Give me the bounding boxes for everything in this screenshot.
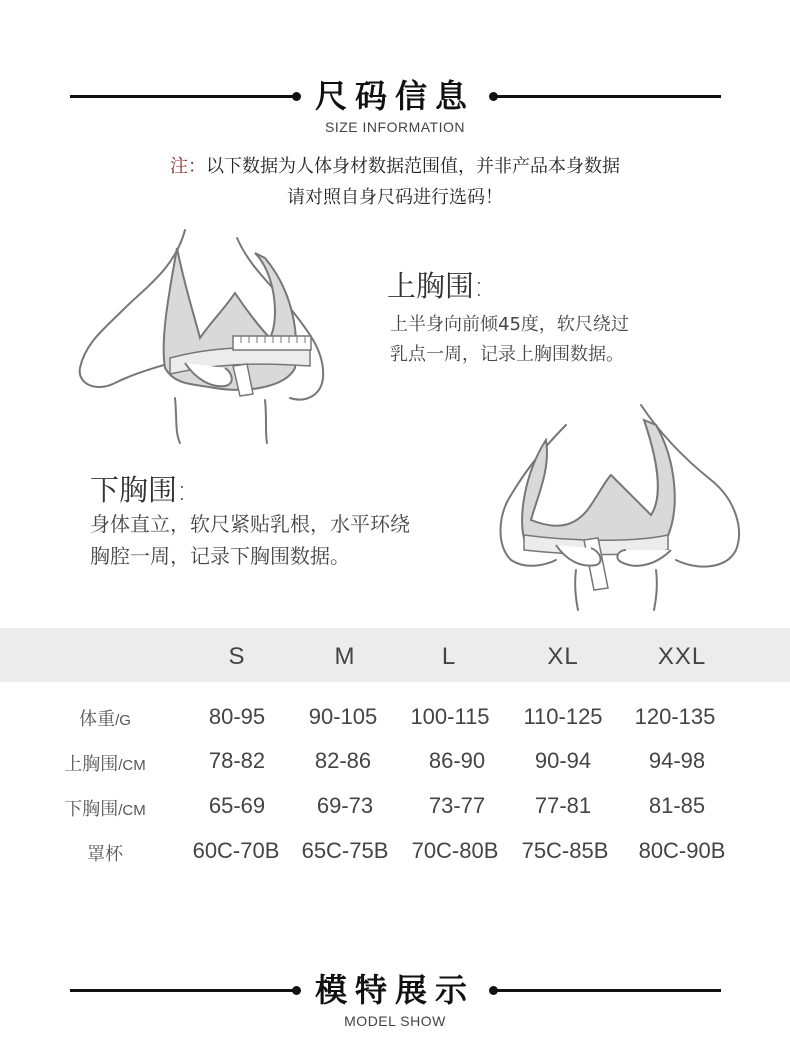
table-cell: 120-135 <box>634 704 716 729</box>
table-cell: 60C-70B <box>192 838 280 863</box>
table-cell: 86-90 <box>428 748 486 773</box>
upper-bust-illustration <box>75 228 335 446</box>
row-label-upper-bust-unit: /CM <box>118 757 146 774</box>
header-rule-right <box>495 95 721 98</box>
size-header-m: M <box>334 643 356 670</box>
size-info-subtitle: SIZE INFORMATION <box>325 119 465 135</box>
row-label-cup-text: 罩杯 <box>87 844 123 864</box>
row-label-weight <box>30 705 180 731</box>
under-bust-desc-1: 身体直立，软尺紧贴乳根，水平环绕 <box>90 512 410 536</box>
row-label-weight-text: 体重 <box>79 709 116 729</box>
model-show-title: 模特展示 <box>314 971 475 1009</box>
under-bust-desc-2: 胸腔一周，记录下胸围数据。 <box>90 544 350 568</box>
size-info-title: 尺码信息 <box>314 77 475 115</box>
row-label-weight-unit: /G <box>115 712 131 729</box>
under-bust-illustration <box>496 400 746 612</box>
table-cell: 81-85 <box>648 793 706 818</box>
table-cell: 75C-85B <box>521 838 609 863</box>
row-label-under-bust-text: 下胸围 <box>64 799 119 819</box>
size-header-xl: XL <box>547 643 579 670</box>
row-label-upper-bust-text: 上胸围 <box>64 754 119 774</box>
upper-bust-title: 上胸围: <box>387 269 484 303</box>
note-line-1 <box>0 151 790 182</box>
table-cell: 69-73 <box>316 793 374 818</box>
table-cell: 110-125 <box>523 704 603 729</box>
table-cell: 80-95 <box>208 704 266 729</box>
size-header-s: S <box>228 643 246 670</box>
upper-bust-desc-1: 上半身向前倾45度，软尺绕过 <box>390 314 629 335</box>
table-cell: 77-81 <box>534 793 592 818</box>
header-rule-right <box>495 989 721 992</box>
size-info-header <box>0 76 790 116</box>
under-bust-title: 下胸围: <box>90 473 187 507</box>
table-cell: 65C-75B <box>301 838 389 863</box>
note-line-2: 请对照自身尺码进行选码！ <box>287 187 503 208</box>
table-cell: 100-115 <box>410 704 490 729</box>
table-cell: 94-98 <box>648 748 706 773</box>
note-text-1: 以下数据为人体身材数据范围值，并非产品本身数据 <box>206 156 620 177</box>
model-show-header <box>0 970 790 1010</box>
row-label-cup <box>30 840 180 866</box>
table-cell: 70C-80B <box>411 838 499 863</box>
row-label-under-bust-unit: /CM <box>118 802 146 819</box>
table-cell: 90-94 <box>534 748 592 773</box>
table-cell: 82-86 <box>314 748 372 773</box>
size-header-xxl: XXL <box>657 643 707 670</box>
table-cell: 73-77 <box>428 793 486 818</box>
table-cell: 65-69 <box>208 793 266 818</box>
table-cell: 80C-90B <box>638 838 726 863</box>
model-show-subtitle: MODEL SHOW <box>344 1013 446 1029</box>
row-label-upper-bust <box>30 750 180 776</box>
table-cell: 78-82 <box>208 748 266 773</box>
size-header-l: L <box>441 643 457 670</box>
row-label-under-bust <box>30 795 180 821</box>
table-cell: 90-105 <box>308 704 378 729</box>
upper-bust-desc-2: 乳点一周，记录上胸围数据。 <box>390 344 624 365</box>
note-prefix: 注： <box>170 156 206 177</box>
